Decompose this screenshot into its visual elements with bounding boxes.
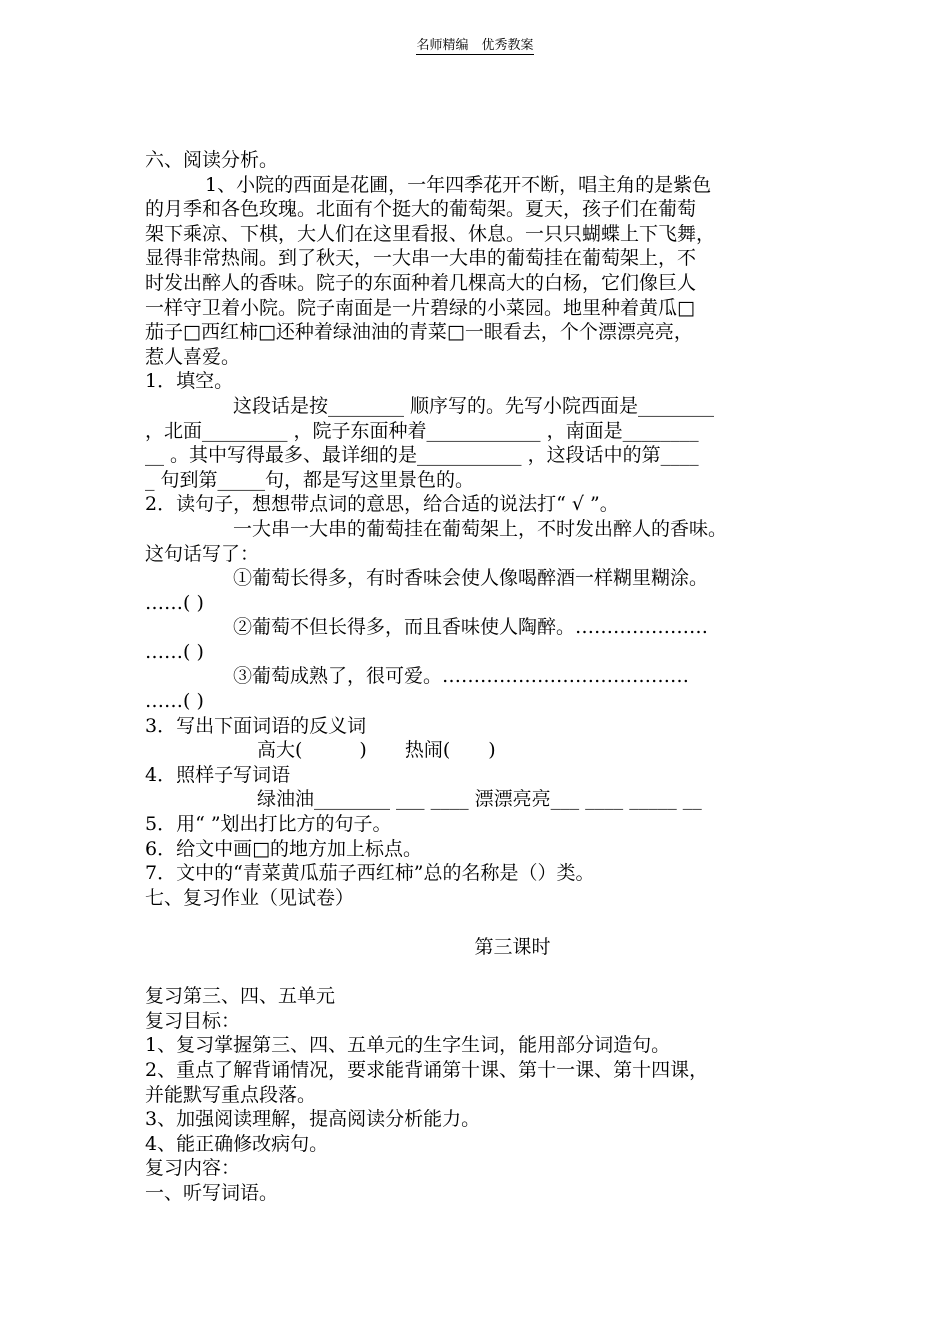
fill-blank-line: ，北面_________ ，院子东面种着____________ ，南面是________: [145, 419, 699, 442]
section-heading: 一、听写词语。: [145, 1181, 279, 1204]
objective-line: 4、能正确修改病句。: [145, 1132, 329, 1155]
fill-blank-line: __ 。其中写得最多、最详细的是___________ ，这段话中的第____: [145, 444, 699, 467]
question-heading: 7．文中的“青菜黄瓜茄子西红柿”总的名称是（）类。: [145, 862, 595, 885]
section-heading: 复习第三、四、五单元: [145, 985, 336, 1008]
question-heading: 2．读句子，想想带点词的意思，给合适的说法打“ √ ”。: [145, 493, 619, 516]
paragraph-line: 惹人喜爱。: [145, 345, 241, 368]
paragraph-line: 架下乘凉、下棋，大人们在这里看报、休息。一只只蝴蝶上下飞舞，: [145, 222, 716, 245]
header-text: 名师精编 优秀教案: [416, 38, 534, 53]
paragraph-line: 1、小院的西面是花圃，一年四季花开不断，唱主角的是紫色: [205, 173, 712, 196]
paragraph-line: 时发出醉人的香味。院子的东面种着几棵高大的白杨，它们像巨人: [145, 271, 697, 294]
example-words-line: 绿油油________ ___ ____ 漂漂亮亮___ ____ _____ __: [257, 788, 702, 811]
paragraph-line: 的月季和各色玫瑰。北面有个挺大的葡萄架。夏天，孩子们在葡萄: [145, 198, 697, 221]
question-heading: 3．写出下面词语的反义词: [145, 714, 367, 737]
objective-line: 3、加强阅读理解，提高阅读分析能力。: [145, 1108, 481, 1131]
option-answer: ……( ): [145, 591, 204, 614]
fill-blank-line: 这段话是按________ 顺序写的。先写小院西面是________: [233, 394, 715, 417]
option-line: ③葡萄成熟了，很可爱。…………………………………: [233, 665, 690, 688]
option-line: ①葡萄长得多，有时香味会使人像喝醉酒一样糊里糊涂。: [233, 567, 709, 590]
paragraph-line: 茄子□西红柿□还种着绿油油的青菜□一眼看去，个个漂漂亮亮，: [145, 321, 693, 344]
quoted-sentence: 一大串一大串的葡萄挂在葡萄架上，不时发出醉人的香味。: [233, 517, 728, 540]
page-header: [0, 38, 950, 54]
question-heading: 6．给文中画□的地方加上标点。: [145, 837, 423, 860]
objective-line: 2、重点了解背诵情况，要求能背诵第十课、第十一课、第十四课，: [145, 1058, 709, 1081]
section-heading: 七、复习作业（见试卷）: [145, 886, 355, 909]
question-heading: 5．用“ ”划出打比方的句子。: [145, 813, 392, 836]
question-heading: 4．照样子写词语: [145, 763, 291, 786]
spacer: [145, 960, 810, 985]
paragraph-line: 一样守卫着小院。院子南面是一片碧绿的小菜园。地里种着黄瓜□: [145, 296, 695, 319]
section-heading: 复习目标：: [145, 1009, 241, 1032]
section-heading: 六、阅读分析。: [145, 149, 279, 171]
lesson-title: 第三课时: [474, 936, 551, 958]
paragraph-line: 显得非常热闹。到了秋天，一大串一大串的葡萄挂在葡萄架上，不: [145, 247, 697, 270]
section-heading: 复习内容：: [145, 1157, 241, 1180]
antonym-line: 高大( ) 热闹( ): [257, 739, 496, 762]
spacer: [145, 910, 810, 935]
option-line: ②葡萄不但长得多，而且香味使人陶醉。…………………: [233, 616, 709, 639]
objective-line: 并能默写重点段落。: [145, 1083, 317, 1106]
document-body: [145, 148, 810, 1206]
question-heading: 1．填空。: [145, 370, 234, 393]
fill-blank-line: _ 句到第_____句，都是写这里景色的。: [145, 468, 475, 491]
option-answer: ……( ): [145, 640, 204, 663]
paragraph-line: 这句话写了：: [145, 542, 260, 565]
option-answer: ……( ): [145, 690, 204, 713]
objective-line: 1、复习掌握第三、四、五单元的生字生词，能用部分词造句。: [145, 1034, 671, 1057]
